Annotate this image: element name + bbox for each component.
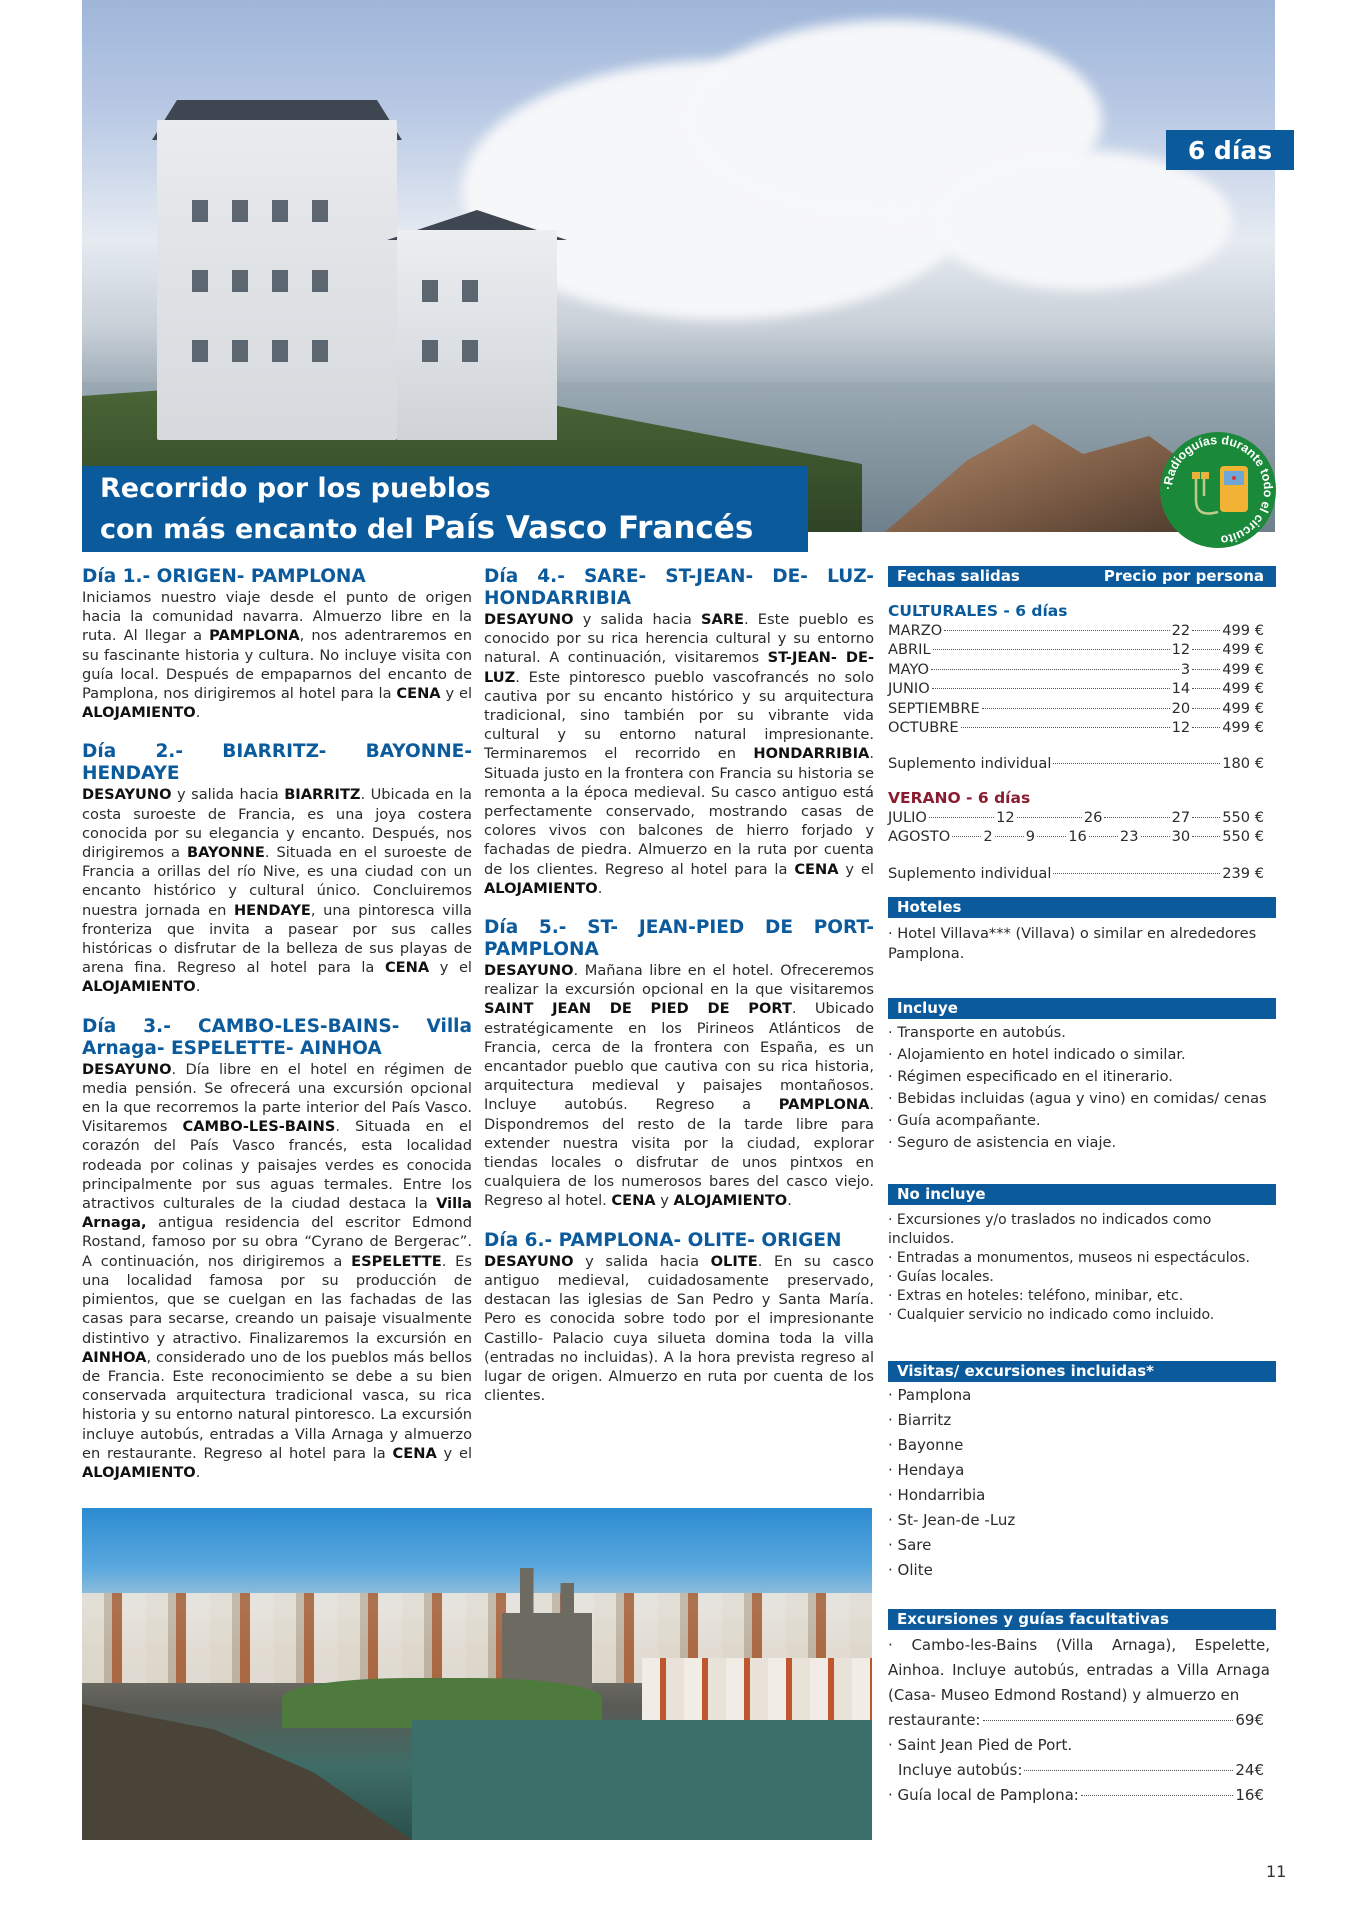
- day-title: Día 4.- SARE- ST-JEAN- DE- LUZ- HONDARRIBIA: [484, 566, 874, 609]
- departure-day: 22: [1171, 622, 1191, 639]
- bold-keyword: DESAYUNO: [484, 962, 574, 980]
- excludes-section: [888, 1184, 1276, 1325]
- departure-day: 30: [1171, 828, 1191, 846]
- optional-item-2-label: Incluye autobús:: [898, 1761, 1023, 1780]
- prices-header-left: Fechas salidas: [897, 567, 1020, 585]
- price-value: 499 €: [1222, 660, 1264, 678]
- price-row: [888, 827, 1276, 846]
- leader-dots: [1017, 817, 1082, 818]
- bold-keyword: CENA: [396, 685, 441, 703]
- title-line-1: Recorrido por los pueblos: [100, 473, 491, 504]
- leader-dots: [1089, 836, 1118, 837]
- bold-keyword: CENA: [794, 860, 839, 878]
- bold-keyword: DESAYUNO: [484, 1252, 574, 1270]
- includes-title: Incluye: [897, 999, 958, 1018]
- visits-section: [888, 1361, 1276, 1583]
- price-value: 499 €: [1222, 680, 1264, 698]
- day-3: [82, 1016, 472, 1482]
- month-label: MAYO: [888, 660, 930, 678]
- includes-item: · Bebidas incluidas (agua y vino) en comidas/ cenas: [888, 1088, 1276, 1110]
- optional-item-2-price: 24€: [1235, 1761, 1264, 1780]
- price-value: 550 €: [1222, 808, 1264, 826]
- day-text: DESAYUNO. Mañana libre en el hotel. Ofreceremos realizar la excursión opcional en la que visitaremos SAINT JEAN DE PIED DE PORT. Ubicado estratégicamente en los Pirineos Atlánticos de Francia, cerca de la frontera con España, es un encantador pueblo que cautiva con su rica historia, arquitectura medieval y paisajes montañosos. Incluye autobús. Regreso a PAMPLONA. Dispondremos del resto de la tarde libre para extender nuestra visita por la ciudad, explorar tiendas locales o disfrutar de unos pintxos en cualquiera de los numerosos bares del casco viejo. Regreso al hotel. CENA y ALOJAMIENTO.: [484, 962, 874, 1210]
- leader-dots: [995, 836, 1024, 837]
- bold-keyword: DESAYUNO: [82, 1060, 172, 1078]
- title-line-2-prefix: con más encanto del: [100, 514, 414, 545]
- visits-list: [888, 1383, 1276, 1583]
- price-value: 499 €: [1222, 641, 1264, 659]
- leader-dots: [952, 836, 981, 837]
- excludes-list: [888, 1211, 1276, 1325]
- leader-dots: [1141, 836, 1170, 837]
- optional-item-1-price: 69€: [1235, 1711, 1264, 1730]
- departure-day: 12: [1171, 719, 1191, 737]
- leader-dots: [983, 1720, 1234, 1721]
- bold-keyword: BIARRITZ: [284, 786, 361, 804]
- excludes-item: · Cualquier servicio no indicado como incluido.: [888, 1306, 1276, 1325]
- includes-item: · Seguro de asistencia en viaje.: [888, 1132, 1276, 1154]
- day-title: Día 1.- ORIGEN- PAMPLONA: [82, 566, 366, 587]
- departure-day: 2: [983, 828, 993, 846]
- bold-keyword: PAMPLONA: [209, 627, 300, 645]
- optional-item-1: · Cambo-les-Bains (Villa Arnaga), Espelette, Ainhoa. Incluye autobús, entradas a Villa Arnaga (Casa- Museo Edmond Rostand) y almuerzo en: [888, 1636, 1271, 1705]
- bold-keyword: DESAYUNO: [484, 611, 574, 628]
- leader-dots: [1192, 817, 1220, 818]
- supplement-label: Suplemento individual: [888, 864, 1052, 882]
- departure-day: 23: [1119, 828, 1139, 846]
- departure-day: 20: [1171, 699, 1191, 717]
- optional-item-3-label: · Guía local de Pamplona:: [888, 1786, 1079, 1805]
- radioguias-stamp: [1158, 430, 1278, 550]
- departure-day: 3: [1180, 660, 1191, 678]
- price-row: [888, 699, 1276, 718]
- excludes-item: · Excursiones y/o traslados no indicados como incluidos.: [888, 1211, 1276, 1249]
- leader-dots: [1192, 669, 1220, 670]
- itinerary-column-1: [82, 566, 472, 1501]
- month-label: JUNIO: [888, 680, 930, 698]
- summer-title: VERANO - 6 días: [888, 788, 1031, 807]
- day-title: Día 5.- ST- JEAN-PIED DE PORT- PAMPLONA: [484, 917, 874, 961]
- leader-dots: [931, 669, 1179, 670]
- optional-item-2-price-row: [888, 1758, 1276, 1783]
- hotels-header: [888, 897, 1276, 918]
- price-value: 499 €: [1222, 622, 1264, 639]
- bold-keyword: CAMBO-LES-BAINS: [182, 1118, 336, 1136]
- duration-badge: 6 días: [1166, 130, 1294, 170]
- excludes-title: No incluye: [897, 1185, 986, 1204]
- hotels-title: Hoteles: [897, 898, 962, 917]
- leader-dots: [1053, 763, 1220, 764]
- departure-day: 26: [1083, 808, 1103, 826]
- month-label: JULIO: [888, 808, 927, 826]
- bold-keyword: ALOJAMIENTO: [82, 978, 196, 996]
- departure-day: 12: [1171, 641, 1191, 659]
- bold-keyword: PAMPLONA: [778, 1096, 870, 1114]
- price-value: 550 €: [1222, 828, 1264, 846]
- stamp-text: ·Radioguías durante todo el circuito: [1160, 432, 1276, 548]
- leader-dots: [982, 708, 1170, 709]
- bold-keyword: CENA: [384, 959, 430, 977]
- departure-day: 14: [1171, 680, 1191, 698]
- optional-item-2-text: Saint Jean Pied de Port.: [897, 1736, 1073, 1755]
- price-row: [888, 679, 1276, 698]
- cultural-price-rows: [888, 621, 1276, 737]
- price-row: [888, 621, 1276, 640]
- excludes-item: · Extras en hoteles: teléfono, minibar, etc.: [888, 1287, 1276, 1306]
- summer-price-rows: [888, 808, 1276, 847]
- bold-keyword: AINHOA: [82, 1348, 147, 1366]
- price-row: [888, 808, 1276, 827]
- hero-photo-villa-belza: [82, 0, 1275, 532]
- includes-item: · Guía acompañante.: [888, 1110, 1276, 1132]
- optional-item-1-text: Cambo-les-Bains (Villa Arnaga), Espelette, Ainhoa. Incluye autobús, entradas a Villa Arnaga (Casa- Museo Edmond Rostand) y almuerzo en: [888, 1636, 1271, 1705]
- day-2: [82, 741, 472, 996]
- visit-item: · Biarritz: [888, 1408, 1276, 1433]
- optional-item-2: · Saint Jean Pied de Port.: [888, 1736, 1073, 1755]
- leader-dots: [1192, 649, 1220, 650]
- leader-dots: [944, 630, 1169, 631]
- visit-item: · St- Jean-de -Luz: [888, 1508, 1276, 1533]
- month-label: OCTUBRE: [888, 719, 959, 737]
- leader-dots: [1192, 630, 1220, 631]
- visit-item: · Hendaya: [888, 1458, 1276, 1483]
- bold-keyword: ALOJAMIENTO: [82, 1463, 196, 1481]
- bold-keyword: SAINT JEAN DE PIED DE PORT: [484, 1000, 792, 1018]
- cultural-supplement-row: [888, 754, 1276, 773]
- leader-dots: [929, 817, 994, 818]
- hotels-section: [888, 897, 1276, 964]
- day-text: DESAYUNO y salida hacia SARE. Este pueblo es conocido por su rica herencia cultural y su entorno natural. A continuación, visitaremos ST-JEAN- DE- LUZ. Este pintoresco pueblo vascofrancés no solo cautiva por su encanto histórico y su arquitectura tradicional, sino también por su vibrante vida cultural y su entorno natural impresionante. Terminaremos el recorrido en HONDARRIBIA. Situada justo en la frontera con Francia su historia se remonta a la época medieval. Su casco antiguo está perfectamente conservado, mostrando casas de colores vivos con balcones de hierro forjado y fachadas de piedra. Almuerzo en la ruta por cuenta de los clientes. Regreso al hotel para la CENA y el ALOJAMIENTO.: [484, 611, 874, 897]
- leader-dots: [1104, 817, 1169, 818]
- includes-header: [888, 998, 1276, 1019]
- bold-keyword: ALOJAMIENTO: [673, 1192, 788, 1210]
- supplement-price: 239 €: [1222, 864, 1264, 882]
- day-4: [484, 566, 874, 898]
- leader-dots: [1192, 708, 1220, 709]
- day-5: [484, 917, 874, 1211]
- price-value: 499 €: [1222, 699, 1264, 717]
- bold-keyword: OLITE: [710, 1252, 758, 1270]
- departure-day: 16: [1068, 828, 1087, 846]
- day-6: [484, 1230, 874, 1406]
- visit-item: · Sare: [888, 1533, 1276, 1558]
- info-sidebar: [888, 566, 1276, 1808]
- bold-keyword: ESPELETTE: [351, 1252, 442, 1270]
- hotels-list: [888, 924, 1276, 964]
- price-value: 499 €: [1222, 719, 1264, 737]
- title-line-2-emphasis: País Vasco Francés: [423, 510, 754, 546]
- day-text: DESAYUNO y salida hacia BIARRITZ. Ubicada en la costa suroeste de Francia, es una joya costera conocida por su elegancia y encanto. Después, nos dirigiremos a BAYONNE. Situada en el suroeste de Francia a orillas del río Nive, es una ciudad con un encanto histórico y cultural único. Concluiremos nuestra jornada en HENDAYE, una pintoresca villa fronteriza que invita a pasear por sus calles históricas o disfrutar de la belleza de sus playas de arena fina. Regreso al hotel para la CENA y el ALOJAMIENTO.: [82, 786, 472, 996]
- bold-keyword: ALOJAMIENTO: [82, 704, 196, 722]
- optional-section: [888, 1609, 1276, 1808]
- excludes-item: · Entradas a monumentos, museos ni espectáculos.: [888, 1249, 1276, 1268]
- day-title: Día 2.- BIARRITZ- BAYONNE- HENDAYE: [82, 741, 472, 785]
- month-label: ABRIL: [888, 641, 931, 659]
- bottom-photo-biarritz-port: [82, 1508, 872, 1840]
- visit-item: · Bayonne: [888, 1433, 1276, 1458]
- bold-keyword: HENDAYE: [233, 901, 311, 919]
- page-number: 11: [1266, 1862, 1287, 1881]
- day-title: Día 3.- CAMBO-LES-BAINS- Villa Arnaga- ESPELETTE- AINHOA: [82, 1015, 472, 1059]
- includes-section: [888, 998, 1276, 1154]
- leader-dots: [1037, 836, 1066, 837]
- departure-day: 9: [1025, 828, 1036, 846]
- leader-dots: [1192, 836, 1220, 837]
- price-row: [888, 718, 1276, 737]
- cultural-title: CULTURALES - 6 días: [888, 602, 1068, 620]
- visits-header: [888, 1361, 1276, 1382]
- bold-keyword: DESAYUNO: [82, 786, 172, 804]
- leader-dots: [1192, 727, 1220, 728]
- includes-item: · Alojamiento en hotel indicado o similar.: [888, 1044, 1276, 1066]
- optional-item-3-label-text: Guía local de Pamplona:: [897, 1786, 1079, 1805]
- supplement-label: Suplemento individual: [888, 755, 1052, 773]
- month-label: MARZO: [888, 622, 943, 639]
- leader-dots: [1024, 1770, 1233, 1771]
- day-text: Iniciamos nuestro viaje desde el punto de origen hacia la comunidad navarra. Almuerzo libre en la ruta. Al llegar a PAMPLONA, nos adentraremos en su fascinante historia y cultura. No incluye visita con guía local. Después de empaparnos del encanto de Pamplona, nos dirigiremos al hotel para la CENA y el ALOJAMIENTO.: [82, 589, 472, 722]
- bold-keyword: ST-JEAN- DE- LUZ: [484, 649, 874, 686]
- leader-dots: [933, 649, 1170, 650]
- stamp-circle: [1160, 432, 1276, 548]
- day-title: Día 6.- PAMPLONA- OLITE- ORIGEN: [484, 1229, 842, 1251]
- itinerary-column-2: [484, 566, 874, 1424]
- optional-header: [888, 1609, 1276, 1630]
- leader-dots: [961, 727, 1170, 728]
- leader-dots: [1081, 1795, 1234, 1796]
- bold-keyword: CENA: [611, 1192, 656, 1210]
- month-label: AGOSTO: [888, 828, 951, 846]
- prices-header: [888, 566, 1276, 587]
- visit-item: · Hondarribia: [888, 1483, 1276, 1508]
- day-text: DESAYUNO. Día libre en el hotel en régimen de media pensión. Se ofrecerá una excursión opcional en la que recorremos la parte interior del País Vasco. Visitaremos CAMBO-LES-BAINS. Situada en el corazón del País Vasco francés, esta localidad rodeada por colinas y paisajes verdes es conocida principalmente por sus aguas termales. Entre los atractivos culturales de la ciudad destaca la Villa Arnaga, antigua residencia del escritor Edmond Rostand, famoso por su obra “Cyrano de Bergerac”. A continuación, nos dirigiremos a ESPELETTE. Es una localidad famosa por su producción de pimientos, que se cuelgan en las fachadas de las casas para secarse, creando un paisaje visualmente distintivo y atractivo. Finalizaremos la excursión en AINHOA, considerado uno de los pueblos más bellos de Francia. Este reconocimiento se debe a su bien conservada arquitectura tradicional vasca, su rica historia y su entorno natural pintoresco. La excursión incluye autobús, entradas a Villa Arnaga y almuerzo en restaurante. Regreso al hotel para la CENA y el ALOJAMIENTO.: [82, 1060, 473, 1481]
- excludes-header: [888, 1184, 1276, 1205]
- price-row: [888, 640, 1276, 659]
- optional-item-3-price-row: [888, 1783, 1276, 1808]
- bold-keyword: BAYONNE: [186, 844, 265, 862]
- visit-item: · Olite: [888, 1558, 1276, 1583]
- departure-day: 12: [996, 808, 1015, 826]
- summer-supplement-row: [888, 864, 1276, 883]
- optional-item-1-label: restaurante:: [888, 1711, 981, 1730]
- title-line-2: [100, 508, 790, 550]
- day-1: [82, 566, 472, 722]
- includes-item: · Régimen especificado en el itinerario.: [888, 1066, 1276, 1088]
- supplement-price: 180 €: [1222, 755, 1264, 773]
- page-title: [82, 466, 808, 552]
- month-label: SEPTIEMBRE: [888, 699, 980, 717]
- departure-day: 27: [1171, 808, 1191, 826]
- visit-item: · Pamplona: [888, 1383, 1276, 1408]
- hotel-item: · Hotel Villava*** (Villava) o similar en alrededores Pamplona.: [888, 924, 1276, 964]
- day-text: DESAYUNO y salida hacia OLITE. En su casco antiguo medieval, cuidadosamente preservado, destacan las iglesias de San Pedro y Santa María. Pero es conocida sobre todo por el impresionante Castillo- Palacio cuya silueta domina toda la villa (entradas no incluidas). A la hora prevista regreso al lugar de origen. Almuerzo en ruta por cuenta de los clientes.: [484, 1252, 874, 1405]
- bold-keyword: CENA: [392, 1444, 437, 1462]
- leader-dots: [932, 688, 1170, 689]
- price-row: [888, 660, 1276, 679]
- leader-dots: [1192, 688, 1220, 689]
- bold-keyword: SARE: [700, 611, 744, 628]
- bold-keyword: HONDARRIBIA: [753, 745, 870, 763]
- bold-keyword: ALOJAMIENTO: [484, 879, 598, 897]
- excludes-item: · Guías locales.: [888, 1268, 1276, 1287]
- includes-list: [888, 1022, 1276, 1154]
- optional-item-3-price: 16€: [1235, 1786, 1264, 1805]
- prices-header-right: Precio por persona: [1103, 567, 1264, 585]
- includes-item: · Transporte en autobús.: [888, 1022, 1276, 1044]
- optional-title: Excursiones y guías facultativas: [897, 1610, 1169, 1629]
- leader-dots: [1053, 873, 1220, 874]
- optional-item-1-price-row: [888, 1708, 1276, 1733]
- visits-title: Visitas/ excursiones incluidas*: [897, 1362, 1154, 1381]
- bold-keyword: Villa Arnaga,: [82, 1195, 472, 1232]
